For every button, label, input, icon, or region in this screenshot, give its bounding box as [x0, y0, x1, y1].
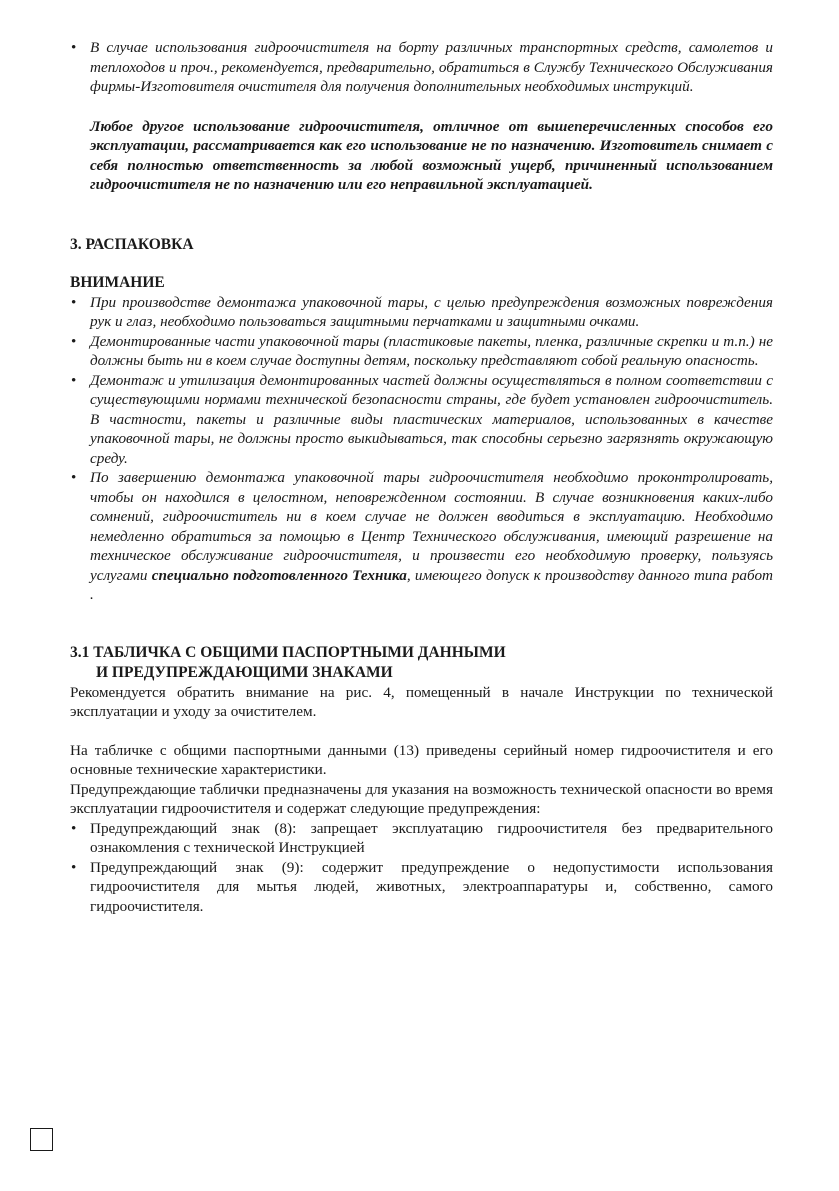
- technician-emphasis: специально подготовленного Техника: [151, 566, 407, 584]
- document-page: [70, 38, 773, 916]
- intro-list: [70, 38, 773, 97]
- unpacking-bullet: • При производстве демонтажа упаковочной тары, с целью предупреждения возможных повреждения рук и глаз, необходимо пользоваться защитными перчатками и защитными очками.: [70, 293, 773, 332]
- section-3-1-heading-line1: 3.1 ТАБЛИЧКА С ОБЩИМИ ПАСПОРТНЫМИ ДАННЫМИ: [70, 643, 506, 661]
- section-3-1-heading-line2: И ПРЕДУПРЕЖДАЮЩИМИ ЗНАКАМИ: [96, 663, 393, 681]
- section-3-1-paragraph-2: На табличке с общими паспортными данными (13) приведены серийный номер гидроочистителя и его основные технические характеристики.: [70, 741, 773, 778]
- last-bullet-text: По завершению демонтажа упаковочной тары гидроочистителя необходимо проконтролировать, чтобы он находился в целостном, неповрежденном состоянии. В случае возникновения каких-либо сомнений, гидроочиститель ни в коем случае не должен вводиться в эксплуатацию. Необходимо немедленно обратиться за помощью в Центр Технического обслуживания, имеющий разрешение на техническое обслуживание гидроочистителя, и произвести его необходимую проверку, пользуясь услугами: [90, 469, 773, 584]
- unpacking-bullet: • Демонтированные части упаковочной тары (пластиковые пакеты, пленка, различные скрепки и т.п.) не должны быть ни в коем случае доступны детям, поскольку представляют собой реальную опасность.: [70, 332, 773, 371]
- attention-heading: ВНИМАНИЕ: [70, 273, 165, 291]
- warning-paragraph: Любое другое использование гидроочистителя, отличное от вышеперечисленных способов его эксплуатации, рассматривается как его использование не по назначению. Изготовитель снимает с себя полностью ответственность за любой возможный ущерб, причиненный использованием гидроочистителя не по назначению или его неправильной эксплуатацией.: [90, 117, 773, 193]
- warning-signs-list: [70, 819, 773, 917]
- last-bullet-tail: , имеющего допуск к производству данного типа работ .: [90, 566, 774, 603]
- warning-sign-bullet: • Предупреждающий знак (9): содержит предупреждение о недопустимости использования гидроочистителя для мытья людей, животных, электроаппаратуры и, собственно, самого гидроочистителя.: [70, 858, 773, 917]
- intro-bullet: • В случае использования гидроочистителя на борту различных транспортных средств, самолетов и теплоходов и проч., рекомендуется, предварительно, обратиться в Службу Технического Обслуживания фирмы-Изготовителя очистителя для получения дополнительных необходимых инструкций.: [70, 38, 773, 97]
- section-3-1-paragraph-3: Предупреждающие таблички предназначены для указания на возможность технической опасности во время эксплуатации гидроочистителя и содержат следующие предупреждения:: [70, 780, 773, 817]
- unpacking-bullet-last: [70, 468, 773, 605]
- unpacking-bullet: • Демонтаж и утилизация демонтированных частей должны осуществляться в полном соответствии с существующими нормами технической безопасности страны, где будет установлен гидроочиститель. В частности, пакеты и различные виды пластических материалов, использованных в качестве упаковочной тары, не должны просто выкидываться, так способны серьезно загрязнять окружающую среду.: [70, 371, 773, 469]
- section-3-heading: 3. РАСПАКОВКА: [70, 235, 194, 253]
- page-number-box: [30, 1128, 53, 1151]
- section-3-1-paragraph-1: Рекомендуется обратить внимание на рис. 4, помещенный в начале Инструкции по технической эксплуатации и уходу за очистителем.: [70, 683, 773, 720]
- unpacking-list: [70, 293, 773, 605]
- warning-sign-bullet: • Предупреждающий знак (8): запрещает эксплуатацию гидроочистителя без предварительного ознакомления с технической Инструкцией: [70, 819, 773, 858]
